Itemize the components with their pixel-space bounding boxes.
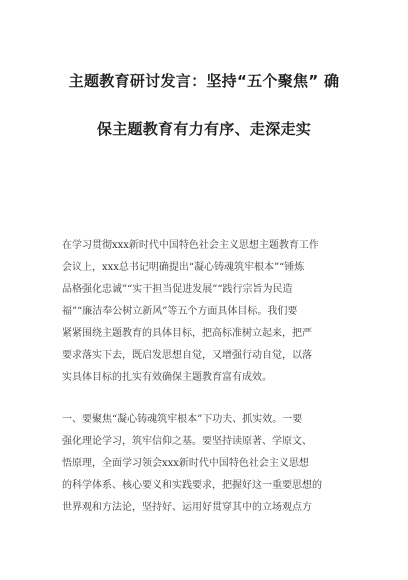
- document-title-line-1: 主题教育研讨发言：坚持“五个聚焦” 确: [68, 72, 340, 90]
- paragraph-line: 要求落实下去，既启发思想自觉，又增强行动自觉，以落: [62, 350, 312, 361]
- paragraph-line: 品格强化忠诚”“实干担当促进发展”“践行宗旨为民造: [62, 284, 293, 295]
- paragraph-line: 世界观和方法论，坚持好、运用好贯穿其中的立场观点方: [62, 502, 312, 513]
- paragraph-line: 一、要聚焦“凝心铸魂筑牢根本”下功夫、抓实效。一要: [62, 414, 303, 425]
- paragraph-line: 福”“廉洁奉公树立新风”等五个方面具体目标。我们要: [62, 306, 298, 317]
- document-title-line-2: 保主题教育有力有序、走深走实: [96, 120, 312, 138]
- body-paragraph-section-one: [62, 409, 358, 519]
- body-paragraph-intro: [62, 235, 358, 389]
- paragraph-line: 实具体目标的扎实有效确保主题教育富有成效。: [62, 372, 272, 383]
- paragraph-line: 在学习贯彻xxx新时代中国特色社会主义思想主题教育工作: [62, 240, 319, 251]
- paragraph-line: 悟原理，全面学习领会xxx新时代中国特色社会主义思想: [62, 458, 309, 469]
- paragraph-line: 的科学体系、核心要义和实践要求，把握好这一重要思想的: [62, 480, 322, 491]
- paragraph-line: 强化理论学习，筑牢信仰之基。要坚持读原著、学原文、: [62, 436, 312, 447]
- paragraph-line: 会议上，xxx总书记明确提出“凝心铸魂筑牢根本”“锤炼: [62, 262, 305, 273]
- paragraph-line: 紧紧围绕主题教育的具体目标，把高标准树立起来，把严: [62, 328, 312, 339]
